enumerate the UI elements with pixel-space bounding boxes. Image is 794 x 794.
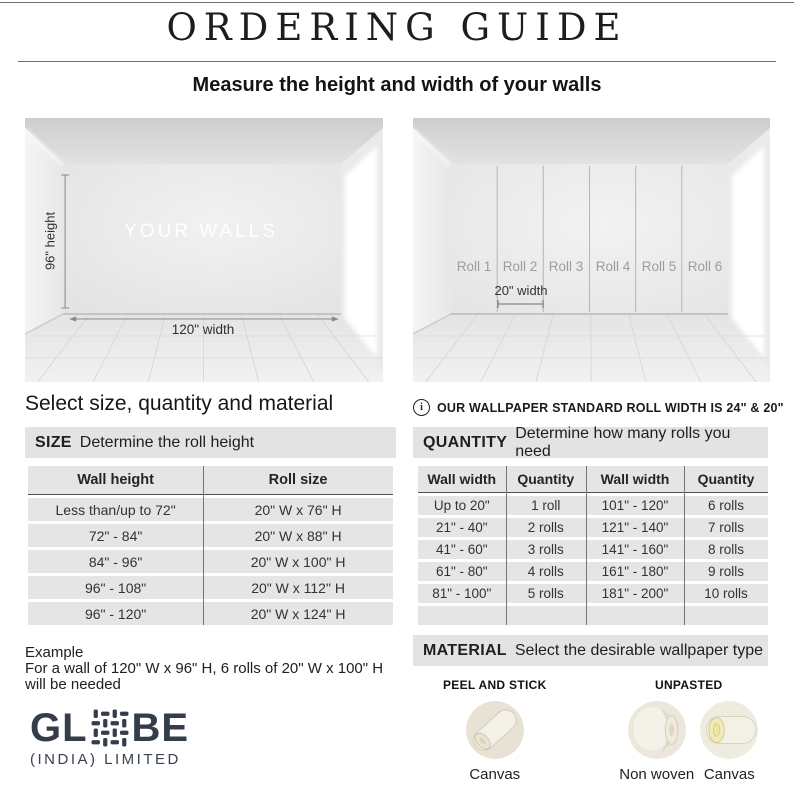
material-option-non-woven [619, 701, 694, 783]
info-icon: i [413, 399, 430, 416]
table-header-cell: Roll size [268, 472, 328, 488]
table-header-cell: Quantity [517, 471, 575, 487]
table-cell: 181" - 200" [601, 586, 669, 601]
table-cell: 9 rolls [707, 564, 744, 579]
table-header-cell: Wall width [600, 471, 670, 487]
room-photo-your-walls [25, 118, 383, 382]
table-row [418, 540, 768, 559]
table-cell: 96" - 120" [84, 605, 147, 622]
size-section-bar [25, 427, 396, 458]
page-title: ORDERING GUIDE [166, 6, 628, 49]
roll-2-label: Roll 2 [502, 259, 538, 274]
table-cell: 2 rolls [527, 520, 564, 535]
weave-o-icon [91, 709, 129, 747]
size-description: Determine the roll height [79, 433, 255, 451]
table-row [418, 496, 768, 515]
table-cell: 20" W x 112" H [251, 579, 345, 596]
standard-roll-note [413, 399, 784, 416]
table-cell: 10 rolls [704, 586, 748, 601]
material-option-label: Canvas [703, 766, 755, 783]
roll-width-label: 20" width [494, 283, 548, 298]
table-cell: 121" - 140" [601, 520, 669, 535]
quantity-label: QUANTITY [423, 433, 508, 451]
table-row [28, 602, 393, 625]
material-group-peel-and-stick [413, 678, 577, 783]
table-cell: 3 rolls [527, 542, 564, 557]
table-row-empty [418, 606, 768, 625]
table-cell: Up to 20" [433, 498, 490, 513]
quantity-table [418, 466, 768, 625]
table-cell: 161" - 180" [601, 564, 669, 579]
example-line: For a wall of 120" W x 96" H, 6 rolls of 20" W x 100" H [25, 660, 384, 677]
size-table-divider [203, 466, 204, 625]
quantity-table-divider [586, 466, 587, 625]
wall-width-label: 120" width [171, 322, 235, 337]
title-divider [18, 61, 776, 62]
material-label: MATERIAL [423, 641, 507, 659]
table-cell: 8 rolls [707, 542, 744, 557]
table-row [28, 524, 393, 547]
material-option-canvas-unpasted [700, 701, 758, 783]
table-row [28, 576, 393, 599]
top-divider [0, 2, 794, 3]
table-cell: 96" - 108" [84, 579, 147, 596]
table-cell: 1 roll [531, 498, 561, 513]
table-cell: 6 rolls [707, 498, 744, 513]
table-cell: 84" - 96" [88, 553, 143, 570]
material-section-bar [413, 635, 768, 666]
table-header-cell: Wall height [77, 472, 154, 488]
size-table-header-row [28, 466, 393, 495]
quantity-section-bar [413, 424, 768, 460]
table-cell: 20" W x 76" H [254, 501, 342, 518]
table-cell: 21" - 40" [435, 520, 488, 535]
table-cell: 61" - 80" [435, 564, 488, 579]
quantity-table-divider [506, 466, 507, 625]
table-cell: 20" W x 124" H [250, 605, 346, 622]
table-cell: 141" - 160" [601, 542, 669, 557]
material-group-title: UNPASTED [655, 678, 723, 692]
example-text [25, 645, 383, 693]
room-photo-rolls [413, 118, 770, 382]
table-cell: 20" W x 88" H [254, 527, 342, 544]
wallpaper-roll-image [628, 701, 686, 759]
logo-prefix: GL [30, 706, 88, 750]
globe-logo [30, 708, 189, 768]
logo-suffix: BE [131, 706, 190, 750]
room-illustration [413, 118, 770, 382]
table-cell: 4 rolls [527, 564, 564, 579]
material-option-label: Canvas [469, 766, 521, 783]
table-row [28, 550, 393, 573]
table-header-cell: Wall width [427, 471, 497, 487]
room-illustration [25, 118, 383, 382]
page-subtitle: Measure the height and width of your walls [192, 74, 602, 96]
material-group-unpasted [605, 678, 773, 783]
size-label: SIZE [35, 433, 72, 451]
example-line: will be needed [25, 676, 121, 693]
table-row [418, 562, 768, 581]
wallpaper-roll-image [700, 701, 758, 759]
table-row [418, 518, 768, 537]
quantity-description: Determine how many rolls you need [515, 424, 731, 460]
roll-6-label: Roll 6 [687, 259, 723, 274]
material-option-canvas [466, 701, 524, 783]
size-table [28, 466, 393, 625]
quantity-table-divider [684, 466, 685, 625]
table-cell: 5 rolls [527, 586, 564, 601]
table-cell: Less than/up to 72" [55, 501, 176, 518]
roll-3-label: Roll 3 [548, 259, 584, 274]
select-heading: Select size, quantity and material [25, 392, 334, 415]
material-options [413, 678, 773, 783]
quantity-table-header-row [418, 466, 768, 493]
wallpaper-roll-image [466, 701, 524, 759]
logo-subtext: (INDIA) LIMITED [30, 751, 181, 768]
your-walls-label: YOUR WALLS [124, 221, 278, 242]
table-header-cell: Quantity [697, 471, 755, 487]
material-option-label: Non woven [619, 766, 695, 783]
roll-5-label: Roll 5 [641, 259, 677, 274]
table-cell: 41" - 60" [435, 542, 488, 557]
example-line: Example [25, 644, 84, 661]
standard-roll-note-text: OUR WALLPAPER STANDARD ROLL WIDTH IS 24" & 20" [437, 400, 784, 415]
roll-4-label: Roll 4 [595, 259, 631, 274]
globe-logo-wordmark [30, 708, 189, 748]
table-cell: 81" - 100" [432, 586, 492, 601]
wall-height-label: 96" height [42, 211, 58, 271]
table-cell: 101" - 120" [601, 498, 669, 513]
material-description: Select the desirable wallpaper type [514, 641, 764, 659]
table-cell: 20" W x 100" H [250, 553, 346, 570]
table-cell: 7 rolls [707, 520, 744, 535]
table-cell: 72" - 84" [88, 527, 143, 544]
roll-1-label: Roll 1 [456, 259, 492, 274]
table-row [418, 584, 768, 603]
table-row [28, 498, 393, 521]
material-group-title: PEEL AND STICK [442, 678, 547, 692]
